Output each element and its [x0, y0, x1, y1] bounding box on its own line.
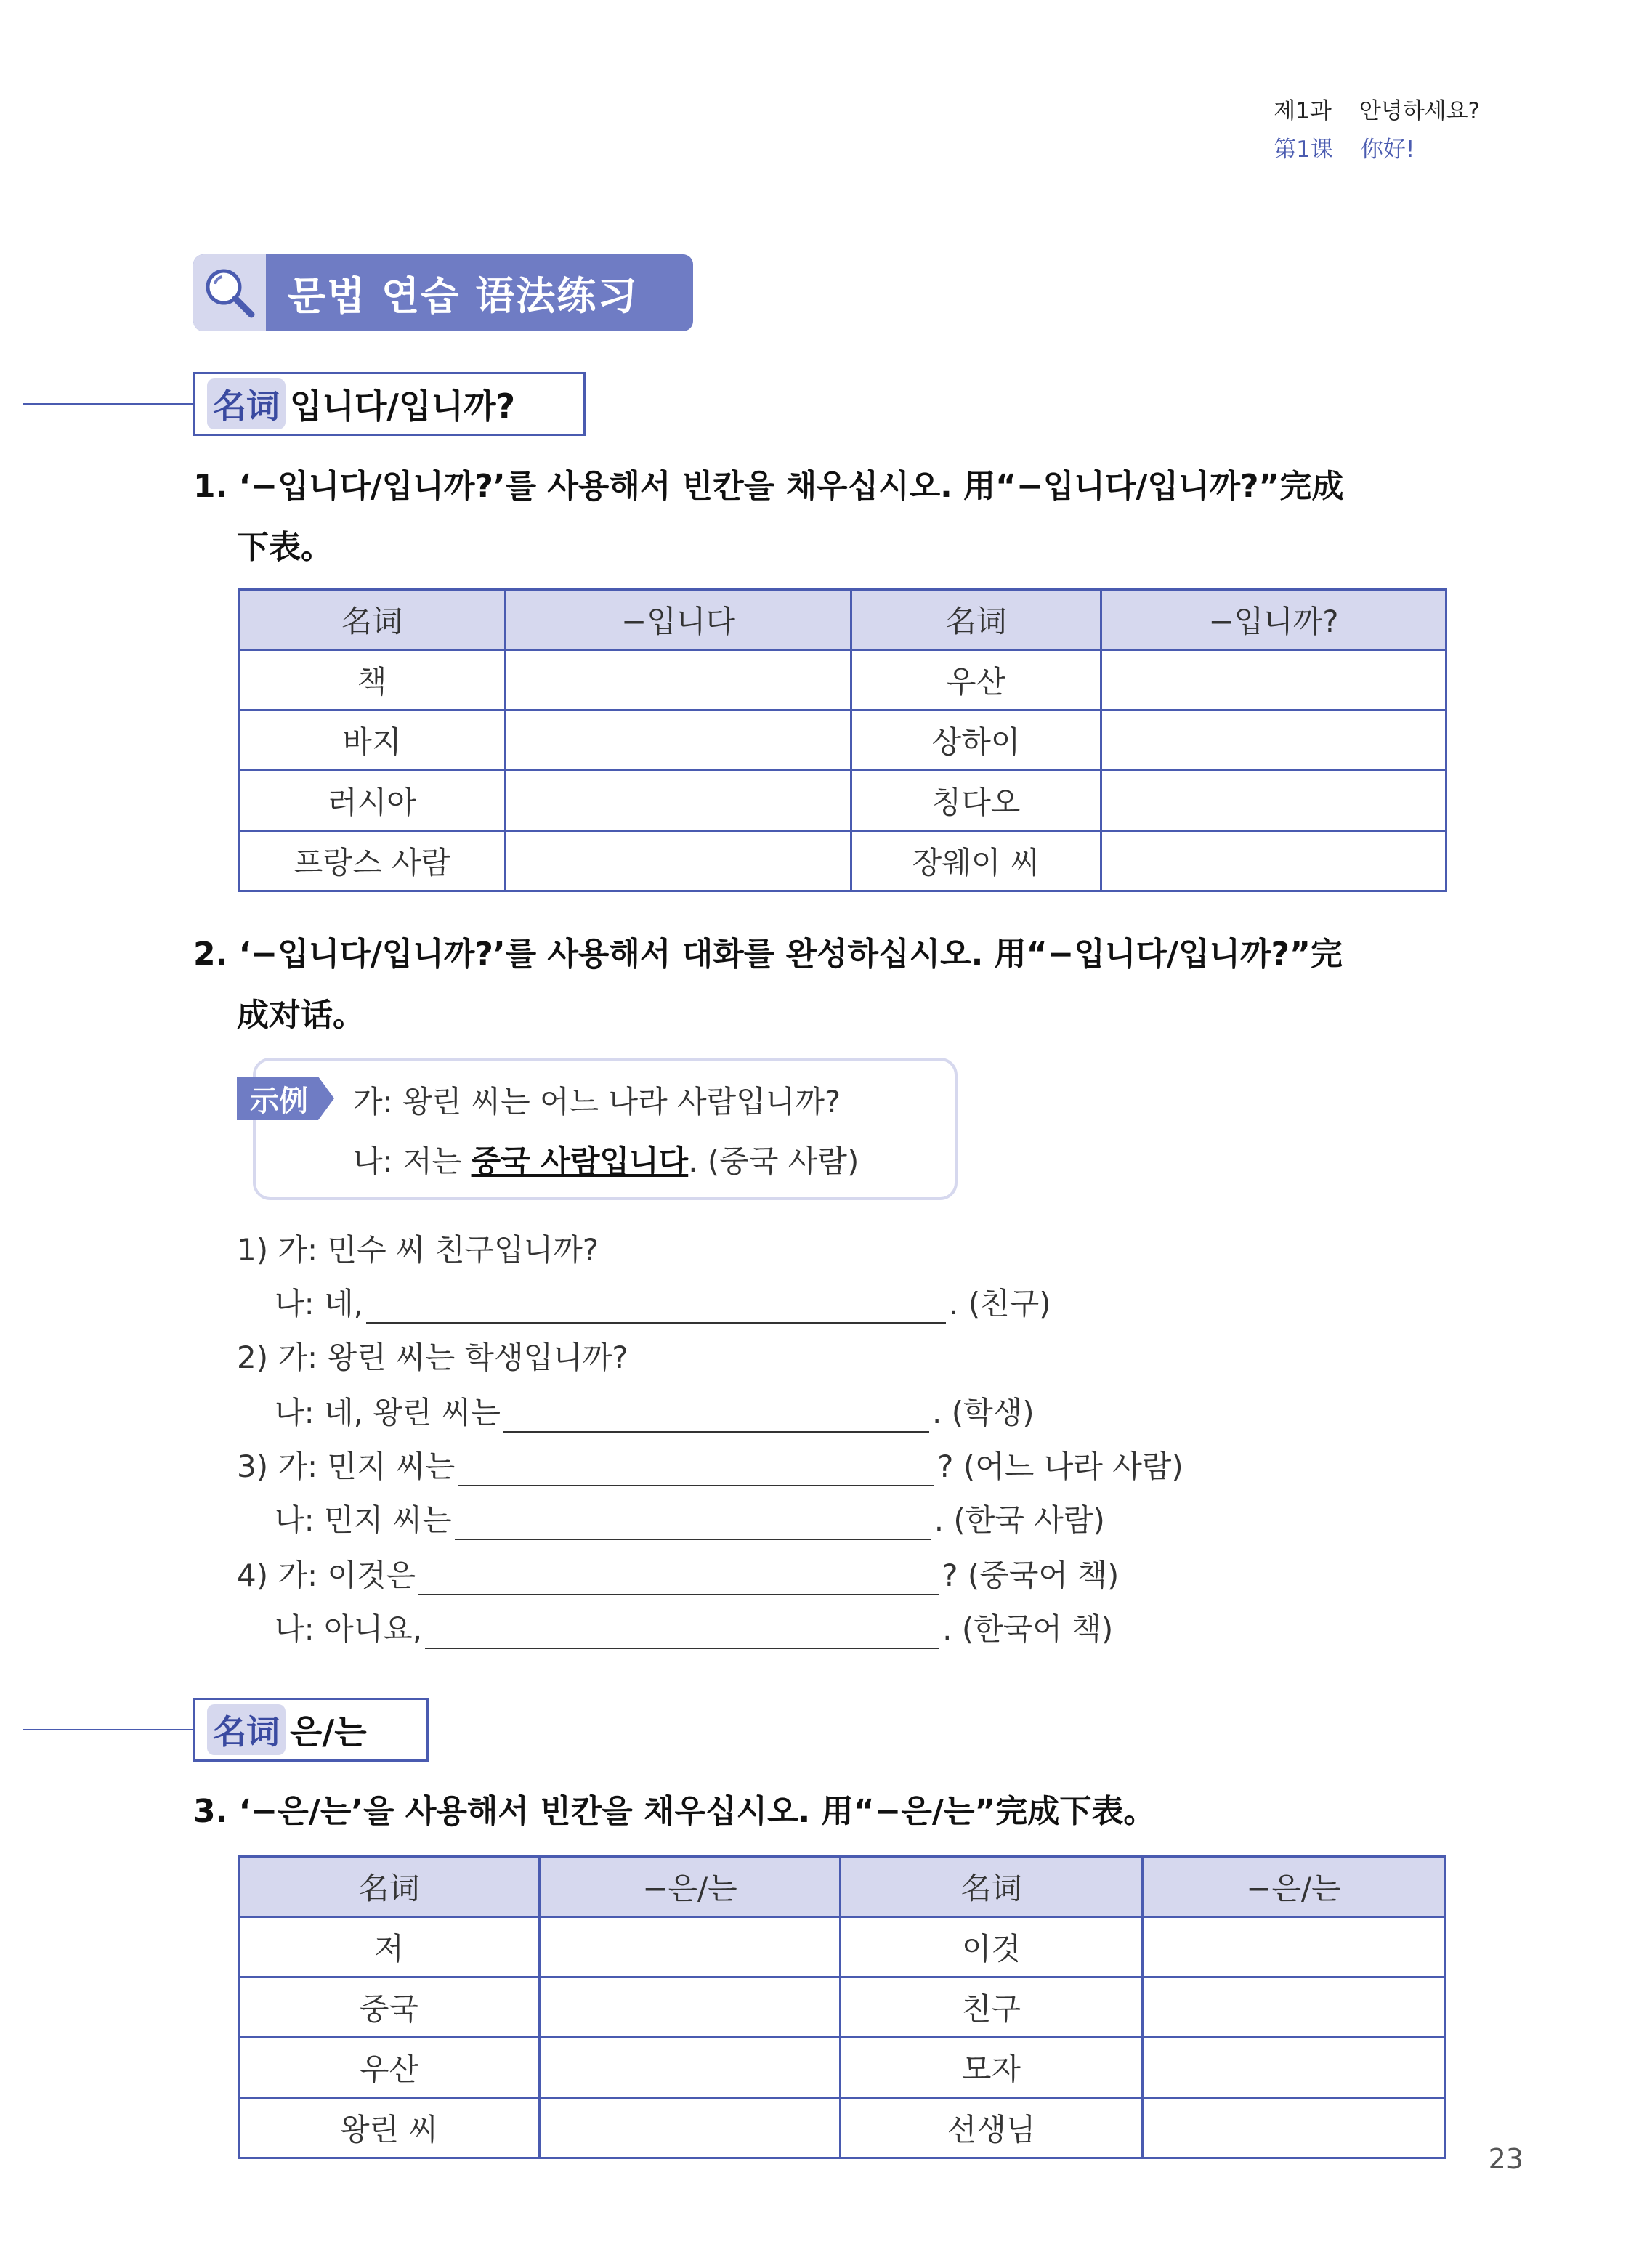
question-hint: ? (중국어 책) — [942, 1558, 1120, 1593]
question-text-cont: 下表。 — [237, 529, 333, 566]
question-number: 3. — [193, 1793, 228, 1830]
question-blank[interactable] — [418, 1566, 939, 1595]
question-text: ‘−은/는’을 사용해서 빈칸을 채우십시오. 用“−은/는”完成下表。 — [238, 1793, 1156, 1830]
dialogue-1-question: 1) 가: 민수 씨 친구입니까? — [237, 1232, 599, 1268]
answer-cell[interactable] — [1143, 2038, 1445, 2098]
grammar-point-2 — [193, 1698, 429, 1762]
page-header — [1274, 100, 1480, 177]
answer-blank[interactable] — [455, 1511, 931, 1540]
dialogue-4-answer — [275, 1605, 1113, 1649]
noun-cell: 칭다오 — [851, 771, 1101, 831]
question-2 — [193, 924, 1450, 1046]
answer-hint: . (한국어 책) — [942, 1611, 1114, 1647]
answer-cell[interactable] — [540, 2038, 841, 2098]
question-hint: ? (어느 나라 사람) — [937, 1449, 1183, 1484]
answer-cell[interactable] — [506, 771, 851, 831]
table-row — [239, 1977, 1445, 2038]
example-answer-suffix: . (중국 사람) — [688, 1143, 859, 1179]
noun-cell: 장웨이 씨 — [851, 831, 1101, 891]
answer-cell[interactable] — [1143, 2098, 1445, 2158]
grammar-tag: 名词 — [207, 378, 286, 429]
grammar-point-1 — [193, 372, 586, 436]
question-number: 2. — [193, 936, 228, 973]
dialogue-4-question — [237, 1552, 1119, 1595]
answer-prefix: 나: 민지 씨는 — [275, 1502, 452, 1538]
grammar-divider-line — [23, 403, 195, 405]
answer-cell[interactable] — [1143, 1917, 1445, 1977]
noun-cell: 우산 — [239, 2038, 540, 2098]
example-answer-text: 중국 사람입니다 — [471, 1143, 689, 1179]
question-prefix: 4) 가: 이것은 — [237, 1558, 416, 1593]
noun-cell: 왕린 씨 — [239, 2098, 540, 2158]
noun-cell: 러시아 — [239, 771, 506, 831]
answer-cell[interactable] — [1101, 831, 1446, 891]
answer-hint: . (친구) — [949, 1286, 1051, 1321]
example-answer — [353, 1138, 859, 1181]
section-banner — [193, 254, 693, 331]
column-header: 名词 — [841, 1857, 1143, 1917]
noun-cell: 저 — [239, 1917, 540, 1977]
answer-hint: . (한국 사람) — [934, 1502, 1105, 1538]
answer-hint: . (학생) — [932, 1395, 1035, 1430]
noun-cell: 이것 — [841, 1917, 1143, 1977]
answer-cell[interactable] — [506, 831, 851, 891]
question-1 — [193, 456, 1450, 578]
noun-cell: 중국 — [239, 1977, 540, 2038]
table-q1 — [238, 588, 1447, 892]
answer-prefix: 나: 네, — [275, 1286, 363, 1321]
lesson-title-cn: 你好! — [1360, 137, 1415, 163]
answer-cell[interactable] — [1143, 1977, 1445, 2038]
answer-cell[interactable] — [1101, 771, 1446, 831]
answer-cell[interactable] — [1101, 650, 1446, 710]
question-number: 1. — [193, 468, 228, 505]
noun-cell: 모자 — [841, 2038, 1143, 2098]
grammar-pattern: 입니다/입니까? — [290, 386, 516, 426]
answer-cell[interactable] — [506, 710, 851, 771]
noun-cell: 선생님 — [841, 2098, 1143, 2158]
grammar-tag: 名词 — [207, 1704, 286, 1755]
answer-prefix: 나: 아니요, — [275, 1611, 423, 1647]
column-header: 名词 — [851, 590, 1101, 650]
question-3 — [193, 1781, 1450, 1842]
table-row — [239, 2038, 1445, 2098]
table-row — [239, 831, 1446, 891]
question-blank[interactable] — [458, 1457, 934, 1486]
example-tag: 示例 — [237, 1077, 318, 1120]
question-text: ‘−입니다/입니까?’를 사용해서 대화를 완성하십시오. 用“−입니다/입니까?”完 — [238, 936, 1343, 973]
noun-cell: 우산 — [851, 650, 1101, 710]
answer-prefix: 나: 네, 왕린 씨는 — [275, 1395, 501, 1430]
noun-cell: 친구 — [841, 1977, 1143, 2038]
column-header: 名词 — [239, 1857, 540, 1917]
answer-blank[interactable] — [503, 1404, 929, 1433]
noun-cell: 상하이 — [851, 710, 1101, 771]
table-row — [239, 710, 1446, 771]
answer-cell[interactable] — [506, 650, 851, 710]
section-title: 문법 연습 语法练习 — [288, 272, 639, 319]
answer-cell[interactable] — [540, 2098, 841, 2158]
dialogue-2-question: 2) 가: 왕린 씨는 학생입니까? — [237, 1340, 628, 1375]
table-row — [239, 1917, 1445, 1977]
answer-cell[interactable] — [540, 1917, 841, 1977]
question-text-cont: 成对话。 — [237, 997, 365, 1034]
column-header: −입니다 — [506, 590, 851, 650]
column-header: −은/는 — [540, 1857, 841, 1917]
dialogue-2-answer — [275, 1389, 1035, 1433]
table-row — [239, 650, 1446, 710]
answer-blank[interactable] — [366, 1295, 946, 1324]
lesson-number-ko: 제1과 — [1274, 98, 1332, 124]
answer-cell[interactable] — [1101, 710, 1446, 771]
question-prefix: 3) 가: 민지 씨는 — [237, 1449, 456, 1484]
grammar-divider-line — [23, 1729, 195, 1730]
example-answer-prefix: 나: 저는 — [353, 1143, 472, 1179]
dialogue-1-answer — [275, 1280, 1051, 1324]
example-question: 가: 왕린 씨는 어느 나라 사람입니까? — [353, 1084, 841, 1119]
table-row — [239, 771, 1446, 831]
magnifier-icon — [193, 254, 266, 331]
noun-cell: 프랑스 사람 — [239, 831, 506, 891]
page-number: 23 — [1488, 2143, 1523, 2175]
grammar-pattern: 은/는 — [290, 1712, 367, 1751]
column-header: 名词 — [239, 590, 506, 650]
noun-cell: 바지 — [239, 710, 506, 771]
table-q3 — [238, 1855, 1446, 2159]
table-row — [239, 2098, 1445, 2158]
column-header: −입니까? — [1101, 590, 1446, 650]
noun-cell: 책 — [239, 650, 506, 710]
question-text: ‘−입니다/입니까?’를 사용해서 빈칸을 채우십시오. 用“−입니다/입니까?”完成 — [238, 468, 1344, 505]
dialogue-3-answer — [275, 1497, 1105, 1540]
lesson-title-ko: 안녕하세요? — [1359, 98, 1480, 124]
lesson-number-cn: 第1课 — [1274, 137, 1333, 163]
column-header: −은/는 — [1143, 1857, 1445, 1917]
dialogue-3-question — [237, 1443, 1183, 1486]
answer-cell[interactable] — [540, 1977, 841, 2038]
answer-blank[interactable] — [425, 1620, 939, 1649]
